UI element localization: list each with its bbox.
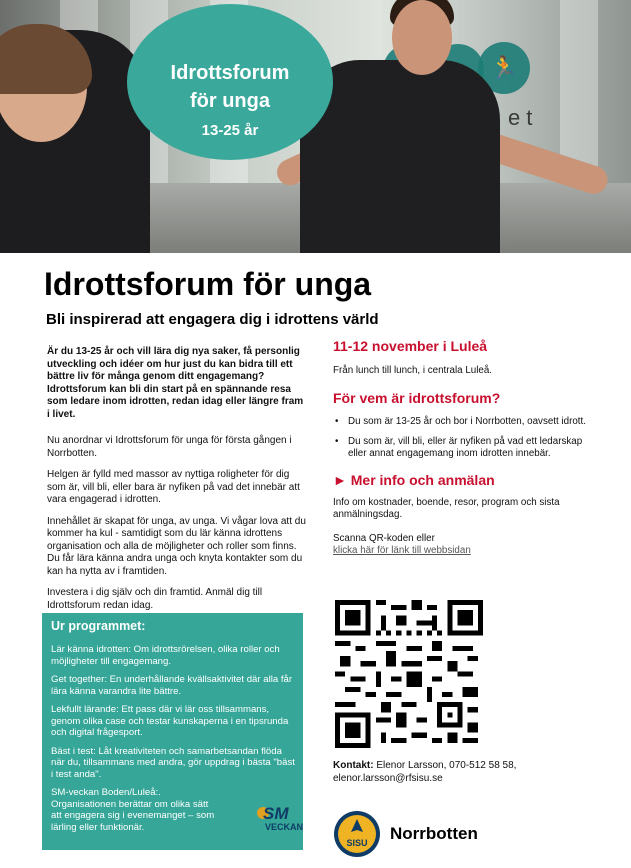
contact-email: elenor.larsson@rfsisu.se: [333, 772, 443, 784]
logo-sm-text: SM: [263, 804, 289, 823]
badge-age: 13-25 år: [201, 122, 259, 139]
paragraph: Nu anordnar vi Idrottsforum för unga för första gången i Norrbotten.: [47, 435, 292, 459]
more-info-heading: ► Mer info och anmälan: [333, 472, 495, 488]
person-left-hair: [0, 24, 92, 94]
logo-veckan-text: VECKAN: [265, 822, 304, 832]
sm-veckan-logo: [263, 805, 303, 839]
contact-name-phone: Elenor Larsson, 070-512 58 58,: [373, 760, 517, 771]
page-title: Idrottsforum för unga: [44, 266, 372, 302]
who-heading: För vem är idrottsforum?: [333, 390, 501, 406]
contact-info: [333, 760, 603, 785]
runner-icon: 🏃: [478, 42, 530, 94]
intro-text: Är du 13-25 år och vill lära dig nya saker, få personlig utveckling och idéer om hur just du kan bidra till ett bättre liv för många genom ditt engagemang? Idrottsforum kan bli din start på en spännande resa som ledare inom idrotten, redan idag eller längre fram i livet.: [47, 346, 304, 420]
program-box: [42, 613, 303, 850]
who-list: [333, 416, 598, 460]
right-column: [333, 340, 598, 557]
date-heading: 11-12 november i Luleå: [333, 338, 488, 354]
paragraph: Helgen är fylld med massor av nyttiga roligheter för dig som är, vill bli, eller bara är nyfiken på vad det innebär att vara engagerad i idrotten.: [47, 469, 300, 505]
paragraph: Investera i dig själv och din framtid. Anmäl dig till Idrottsforum redan idag.: [47, 587, 263, 611]
program-item: SM-veckan Boden/Luleå:. Organisationen berättar om olika sätt att engagera sig i evenemanget – som lärling eller funktionär.: [51, 787, 215, 833]
badge-title: Idrottsforum: [170, 62, 290, 84]
badge-subtitle: för unga: [190, 90, 270, 112]
list-item: • Du som är, vill bli, eller är nyfiken på vad ett ledarskap eller annat engagemang inom idrotten innebär.: [333, 436, 598, 460]
left-column: [47, 346, 307, 621]
event-badge: [127, 4, 333, 160]
rf-sisu-logo-icon: [333, 810, 381, 858]
background-text: et: [508, 105, 539, 130]
program-item: Bäst i test: Låt kreativiteten och samarbetsandan flöda när du, tillsammans med andra, gör uppdrag i bästa "bäst i test anda".: [51, 745, 295, 780]
contact-label: Kontakt:: [333, 760, 374, 771]
program-item: Get together: En underhållande kvällsaktivitet där alla får lära känna varandra lite bättre.: [51, 674, 293, 697]
list-item: • Du som är 13-25 år och bor i Norrbotten, oavsett idrott.: [333, 416, 598, 428]
qr-code[interactable]: [335, 600, 483, 748]
hero-photo: [0, 0, 631, 253]
website-link[interactable]: klicka här för länk till webbsidan: [333, 545, 471, 556]
contact-line: [333, 760, 603, 773]
program-item: Lekfullt lärande: Ett pass där vi lär oss tillsammans, genom olika case och testar kunskaperna i en tipsrunda och digital frågesport.: [51, 704, 289, 738]
date-text: Från lunch till lunch, i centrala Luleå.: [333, 365, 493, 376]
logo-text: SISU: [346, 838, 368, 848]
program-heading: Ur programmet:: [51, 619, 146, 633]
paragraph: Innehållet är skapat för unga, av unga. Vi vågar lova att du kommer ha kul - samtidigt som du lär känna idrottens organisation och alla de möjligheter och roller som finns. Du får lära känna andra unga och knyta kontakter som du kan ha nytta av i framtiden.: [47, 515, 306, 577]
program-item: Lär känna idrotten: Om idrottsrörelsen, olika roller och möjligheter till engagemang.: [51, 644, 280, 667]
more-info-text: Info om kostnader, boende, resor, program och sista anmälningsdag.: [333, 497, 560, 520]
person-right-head: [392, 0, 452, 75]
scan-text: Scanna QR-koden eller: [333, 533, 435, 544]
organization-name: Norrbotten: [390, 824, 478, 843]
page-subtitle: Bli inspirerad att engagera dig i idrottens värld: [46, 311, 379, 328]
